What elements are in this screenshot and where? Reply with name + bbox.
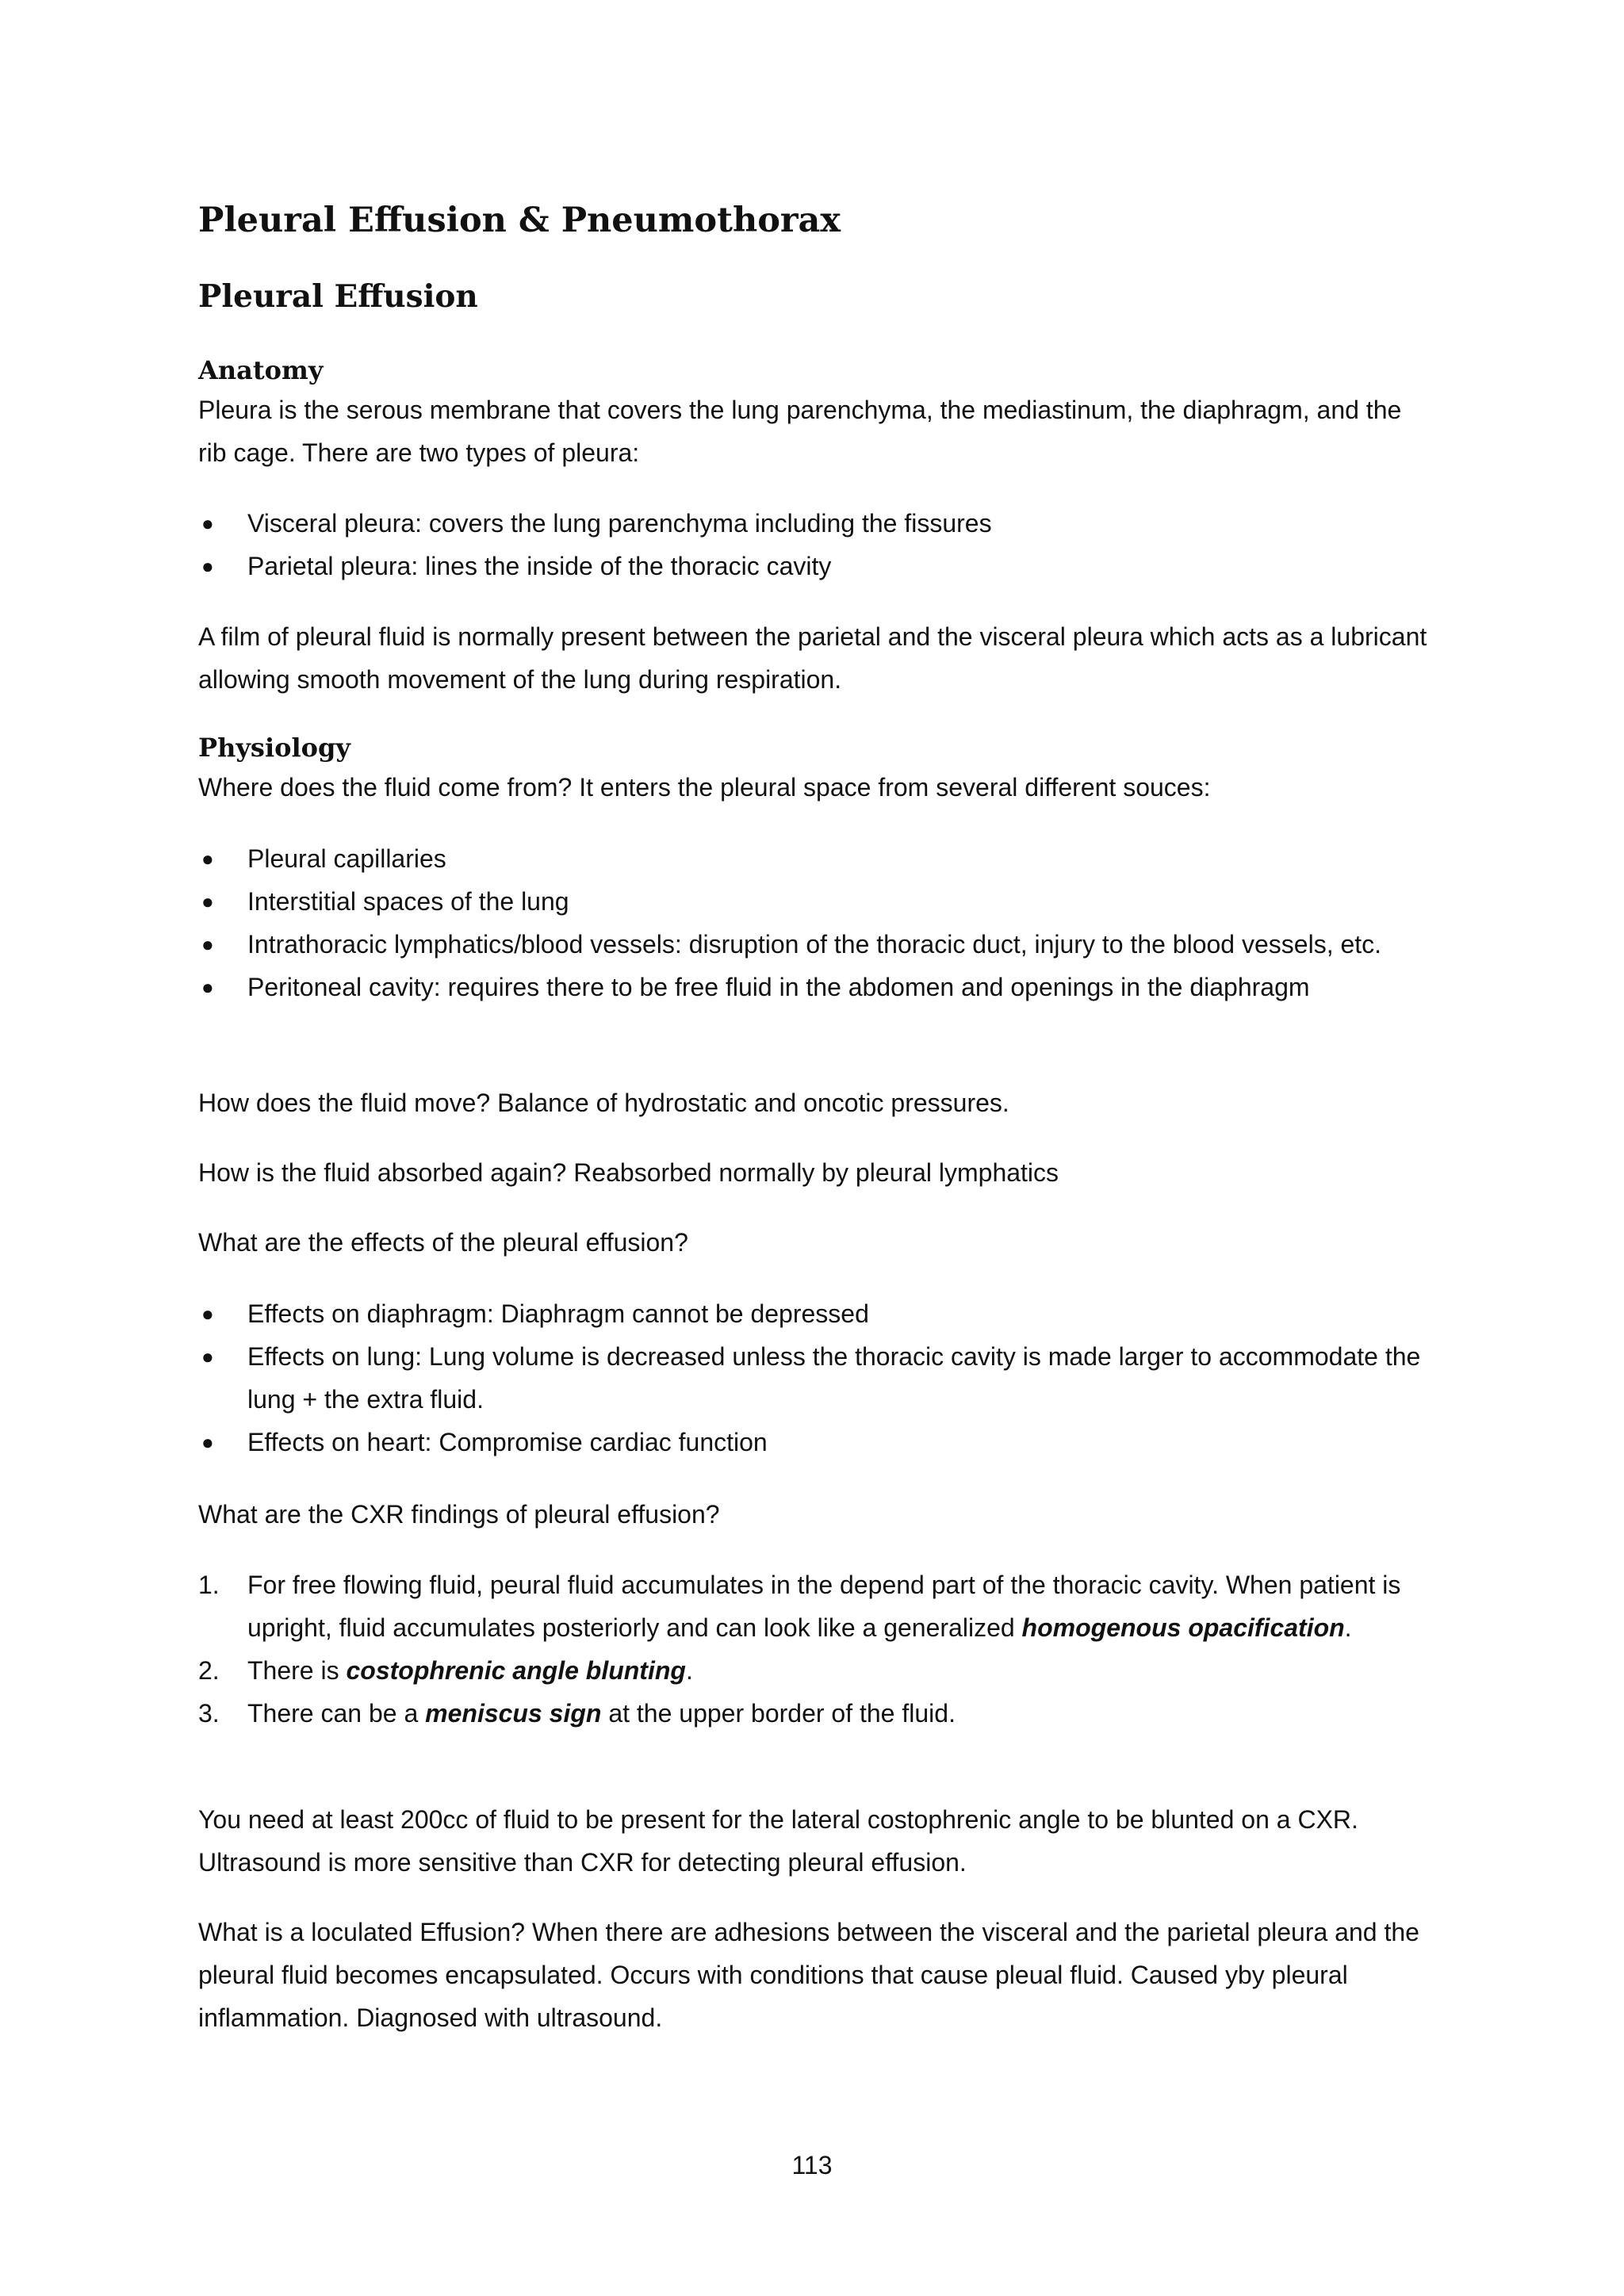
fluid-absorption-paragraph: How is the fluid absorbed again? Reabsorbed normally by pleural lymphatics [198,1158,1059,1187]
section-heading: Pleural Effusion [198,278,478,315]
bullet-icon: ● [201,975,214,999]
bullet-icon: ● [201,847,214,871]
page-number: 113 [791,2151,833,2179]
fluid-movement-paragraph: How does the fluid move? Balance of hydrostatic and oncotic pressures. [198,1089,1009,1117]
physiology-heading: Physiology [198,733,350,763]
list-item: ● Effects on heart: Compromise cardiac function [198,1421,1435,1464]
physiology-intro: Where does the fluid come from? It enters the pleural space from several different souces: [198,773,1211,802]
effects-question: What are the effects of the pleural effusion? [198,1228,688,1257]
list-item: 2. There is costophrenic angle blunting. [198,1656,693,1685]
list-item: ● Effects on lung: Lung volume is decreased unless the thoracic cavity is made larger to accommodate the lung + the extra fluid. [198,1335,1435,1421]
bullet-icon: ● [201,1302,214,1326]
fluid-volume-paragraph: You need at least 200cc of fluid to be present for the lateral costophrenic angle to be blunted on a CXR. Ultrasound is more sensitive than CXR for detecting pleural effusion. [198,1805,1358,1877]
fluid-sources-list [198,837,1435,1008]
bullet-icon: ● [201,511,214,535]
bullet-icon: ● [201,1345,214,1368]
cxr-findings-list [198,1563,1435,1735]
loculated-effusion-paragraph: What is a loculated Effusion? When there are adhesions between the visceral and the parietal pleura and the pleural fluid becomes encapsulated. Occurs with conditions that cause pleual fluid. Caused yby pleural inflammation. Diagnosed with ultrasound. [198,1918,1419,2032]
list-item: ● Interstitial spaces of the lung [198,880,1435,923]
pleura-types-list [198,502,1435,587]
bullet-icon: ● [201,1430,214,1454]
cxr-question: What are the CXR findings of pleural effusion? [198,1500,720,1529]
list-item: ● Visceral pleura: covers the lung parenchyma including the fissures [198,502,1435,545]
list-item: ● Parietal pleura: lines the inside of the thoracic cavity [198,545,1435,587]
list-item: ● Pleural capillaries [198,837,1435,880]
list-item: ● Effects on diaphragm: Diaphragm cannot be depressed [198,1292,1435,1335]
bullet-icon: ● [201,554,214,578]
bullet-icon: ● [201,890,214,913]
bullet-icon: ● [201,932,214,956]
list-item: 1. For free flowing fluid, peural fluid accumulates in the depend part of the thoracic cavity. When patient is upright, fluid accumulates posteriorly and can look like a generalized homogenous opacification. [198,1571,1401,1642]
pleural-film-paragraph: A film of pleural fluid is normally present between the parietal and the visceral pleura which acts as a lubricant allowing smooth movement of the lung during respiration. [198,622,1427,694]
page-title: Pleural Effusion & Pneumothorax [198,201,841,240]
effects-list [198,1292,1435,1464]
list-item: ● Peritoneal cavity: requires there to be free fluid in the abdomen and openings in the diaphragm [198,966,1435,1008]
list-item: ● Intrathoracic lymphatics/blood vessels: disruption of the thoracic duct, injury to the blood vessels, etc. [198,923,1435,966]
list-item: 3. There can be a meniscus sign at the upper border of the fluid. [198,1699,956,1728]
anatomy-heading: Anatomy [198,355,324,385]
anatomy-intro: Pleura is the serous membrane that covers the lung parenchyma, the mediastinum, the diaphragm, and the rib cage. There are two types of pleura: [198,396,1402,467]
